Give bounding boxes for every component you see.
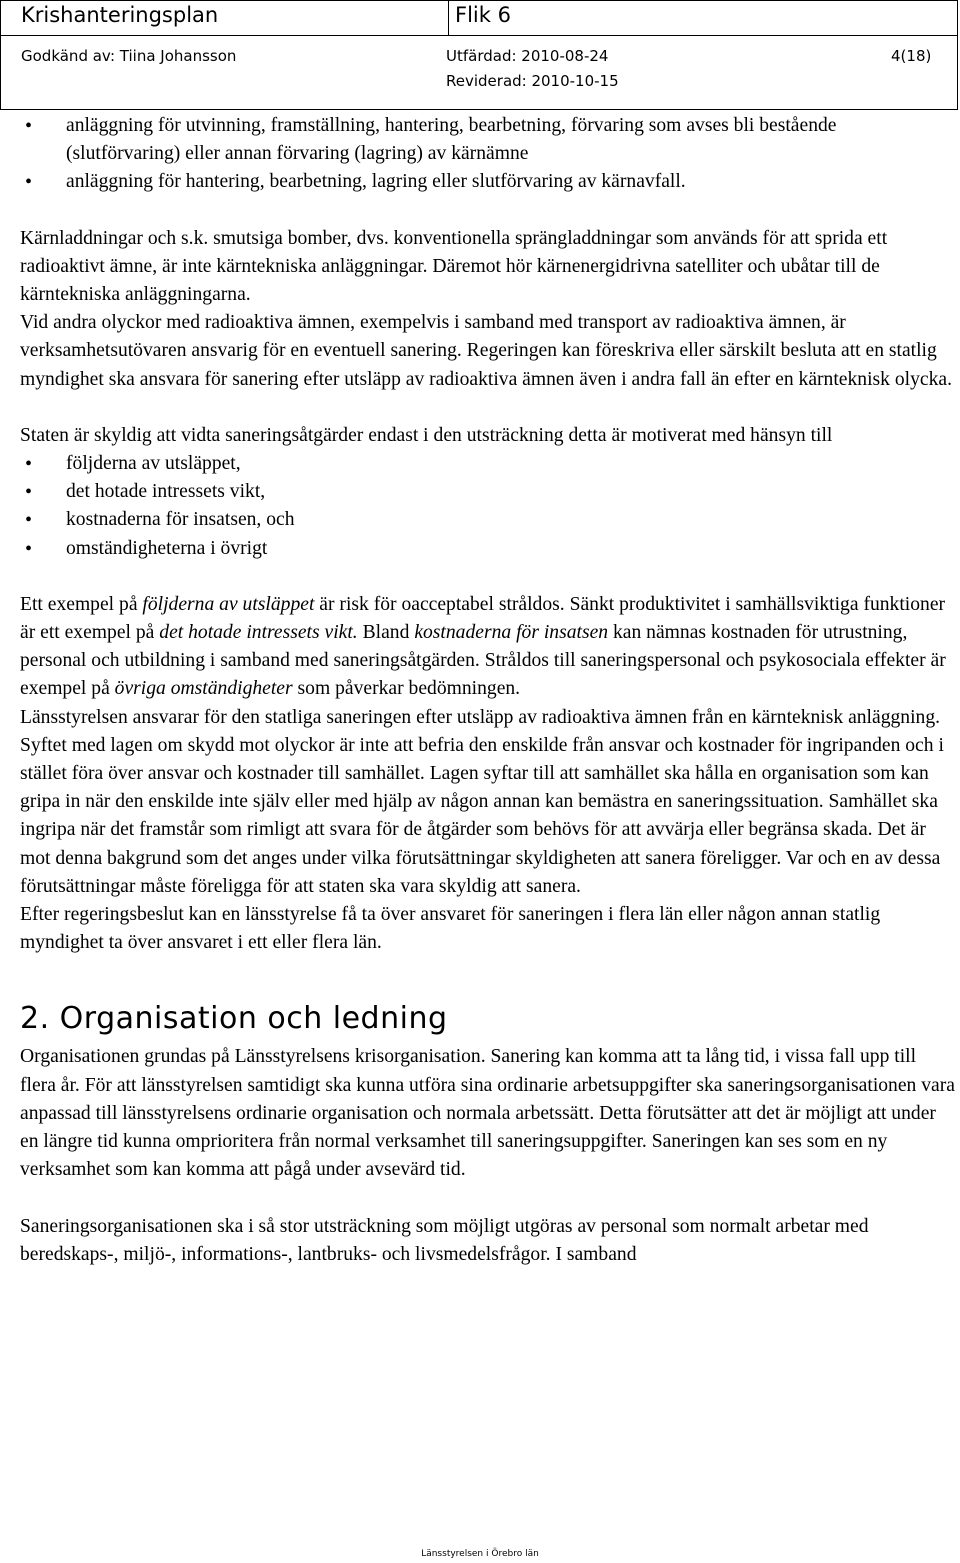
document-header xyxy=(0,0,958,110)
header-divider xyxy=(448,1,449,35)
italic-term: övriga omständigheter xyxy=(114,678,293,700)
page-footer: Länsstyrelsen i Örebro län xyxy=(421,1549,539,1559)
list-item: • det hotade intressets vikt, xyxy=(20,478,955,506)
facility-list xyxy=(20,112,955,197)
text-run: som påverkar bedömningen. xyxy=(292,678,521,700)
approved-by: Godkänd av: Tiina Johansson xyxy=(21,47,237,65)
paragraph: Saneringsorganisationen ska i så stor utsträckning som möjligt utgöras av personal som normalt arbetar med beredskaps-, miljö-, informations-, lantbruks- och livsmedelsfrågor. I samband xyxy=(20,1215,869,1265)
page-number: 4(18) xyxy=(891,47,932,65)
list-item: • följderna av utsläppet, xyxy=(20,450,955,478)
list-item: • omständigheterna i övrigt xyxy=(20,535,955,563)
document-body xyxy=(20,112,955,1269)
criteria-list xyxy=(20,450,955,563)
italic-term: kostnaderna för insatsen xyxy=(414,622,609,644)
sheet-label: Flik 6 xyxy=(455,3,511,27)
paragraph: Efter regeringsbeslut kan en länsstyrelse få ta över ansvaret för saneringen i flera län eller någon annan statlig myndighet ta över ansvaret i ett eller flera län. xyxy=(20,904,881,954)
paragraph xyxy=(20,591,955,704)
list-item: • anläggning för hantering, bearbetning, lagring eller slutförvaring av kärnavfall. xyxy=(20,168,955,196)
document-title: Krishanteringsplan xyxy=(21,3,219,27)
text-run: Bland xyxy=(357,622,415,644)
section-heading: 2. Organisation och ledning xyxy=(20,1001,448,1037)
revised-date: Reviderad: 2010-10-15 xyxy=(446,72,619,90)
italic-term: följderna av utsläppet xyxy=(142,593,315,615)
text-run: är risk för oacceptabel stråldos. Sänkt produktivitet i samhällsviktiga funktioner är ett exempel på xyxy=(20,593,946,644)
paragraph: Organisationen grundas på Länsstyrelsens krisorganisation. Sanering kan komma att ta lång tid, i vissa fall upp till flera år. För att länsstyrelsen samtidigt ska kunna utföra sina ordinarie arbetsuppgifter ska saneringsorganisationen vara anpassad till länsstyrelsens ordinarie organisation och normala arbetssätt. Detta förutsätter att det är möjligt att under en längre tid kunna omprioritera från normal verksamhet till saneringsuppgifter. Saneringen kan ses som en ny verksamhet som kan komma att pågå under avsevärd tid. xyxy=(20,1046,955,1181)
header-title-row xyxy=(1,1,957,36)
list-item: • kostnaderna för insatsen, och xyxy=(20,506,955,534)
paragraph: Staten är skyldig att vidta saneringsåtgärder endast i den utsträckning detta är motiverat med hänsyn till xyxy=(20,424,833,446)
paragraph: Vid andra olyckor med radioaktiva ämnen, exempelvis i samband med transport av radioaktiva ämnen, är verksamhetsutövaren ansvarig för en eventuell sanering. Regeringen kan föreskriva eller särskilt besluta att en statlig myndighet ska ansvara för sanering efter utsläpp av radioaktiva ämnen även i andra fall än efter en kärnteknisk olycka. xyxy=(20,312,952,390)
paragraph: Kärnladdningar och s.k. smutsiga bomber, dvs. konventionella sprängladdningar som används för att sprida ett radioaktivt ämne, är inte kärntekniska anläggningar. Däremot hör kärnenergidrivna satelliter och ubåtar till de kärntekniska anläggningarna. xyxy=(20,227,888,306)
issued-date: Utfärdad: 2010-08-24 xyxy=(446,47,609,65)
italic-term: det hotade intressets vikt. xyxy=(159,622,358,644)
text-run: kan nämnas kostnaden för utrustning, personal och utbildning i samband med saneringsåtgärden. Stråldos till saneringspersonal och psykosociala effekter är exempel på xyxy=(20,622,946,700)
text-run: Ett exempel på xyxy=(20,593,143,615)
paragraph: Länsstyrelsen ansvarar för den statliga saneringen efter utsläpp av radioaktiva ämnen från en kärnteknisk anläggning. Syftet med lagen om skydd mot olyckor är inte att befria den enskilde från ansvar och kostnader för ingripanden och i stället föra över ansvar och kostnader till samhället. Lagen syftar till att samhället ska hålla en organisation som kan gripa in när den enskilde inte själv eller med hjälp av någon annan kan bemästra en saneringssituation. Samhället ska ingripa när det framstår som rimligt att svara för de åtgärder som behövs för att avvärja eller begränsa skada. Det är mot denna bakgrund som det anges under vilka förutsättningar skyldigheten att sanera föreligger. Var och en av dessa förutsättningar måste föreligga för att staten ska vara skyldig att sanera. xyxy=(20,706,944,897)
list-item: • anläggning för utvinning, framställning, hantering, bearbetning, förvaring som avses bli bestående (slutförvaring) eller annan förvaring (lagring) av kärnämne xyxy=(20,112,955,168)
